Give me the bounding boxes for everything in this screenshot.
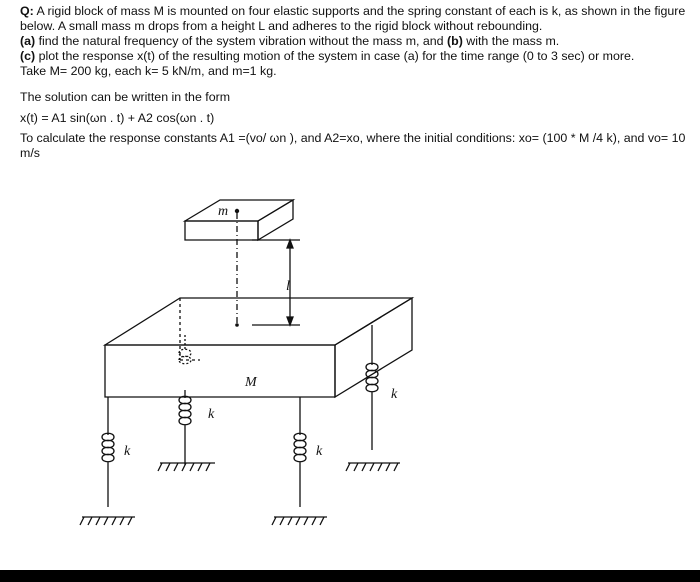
solution-intro: The solution can be written in the form [20, 90, 231, 104]
question-intro-text: A rigid block of mass M is mounted on four elastic supports and the spring constant of each is k, as shown in the figure below. A small mass m drops from a height L and adheres to the rigid block without rebounding. [20, 4, 686, 33]
front-right-spring [272, 397, 327, 525]
question-part-a [20, 34, 686, 49]
height-label: l [286, 279, 290, 294]
part-b-text: with the mass m. [462, 34, 560, 48]
spring-k-label-front-right: k [316, 444, 323, 459]
part-c-text: plot the response x(t) of the resulting motion of the system in case (a) for the time range (0 to 3 sec) or more. [35, 49, 635, 63]
part-a-text: find the natural frequency of the system vibration without the mass m, and [35, 34, 448, 48]
small-mass-block [185, 200, 293, 240]
question-part-c [20, 49, 686, 64]
spring-k-label-front-left: k [124, 444, 131, 459]
spring-k-label-back-left: k [208, 407, 215, 422]
question-intro [20, 4, 686, 34]
mass-M-label: M [245, 375, 257, 390]
front-left-spring [80, 397, 135, 525]
spring-k-label-back-right: k [391, 387, 398, 402]
spring-mass-figure [0, 185, 700, 570]
given-values: Take M= 200 kg, each k= 5 kN/m, and m=1 kg. [20, 64, 277, 78]
part-c-tag: (c) [20, 49, 36, 63]
part-a-tag: (a) [20, 34, 36, 48]
back-left-spring [158, 335, 215, 471]
mass-center-dot [235, 209, 239, 213]
question-paragraph [20, 4, 686, 79]
bottom-bar [0, 570, 700, 582]
height-dimension [252, 240, 300, 325]
question-prefix: Q: [20, 4, 34, 18]
drop-point-dot [235, 323, 239, 327]
part-b-tag: (b) [447, 34, 463, 48]
response-equation: x(t) = A1 sin(ωn . t) + A2 cos(ωn . t) [20, 111, 215, 125]
mass-m-label: m [218, 204, 229, 219]
response-constants-text: To calculate the response constants A1 =(vo/ ωn ), and A2=xo, where the initial conditions: xo= (100 * M /4 k), and vo= 10 m/s [20, 131, 686, 160]
